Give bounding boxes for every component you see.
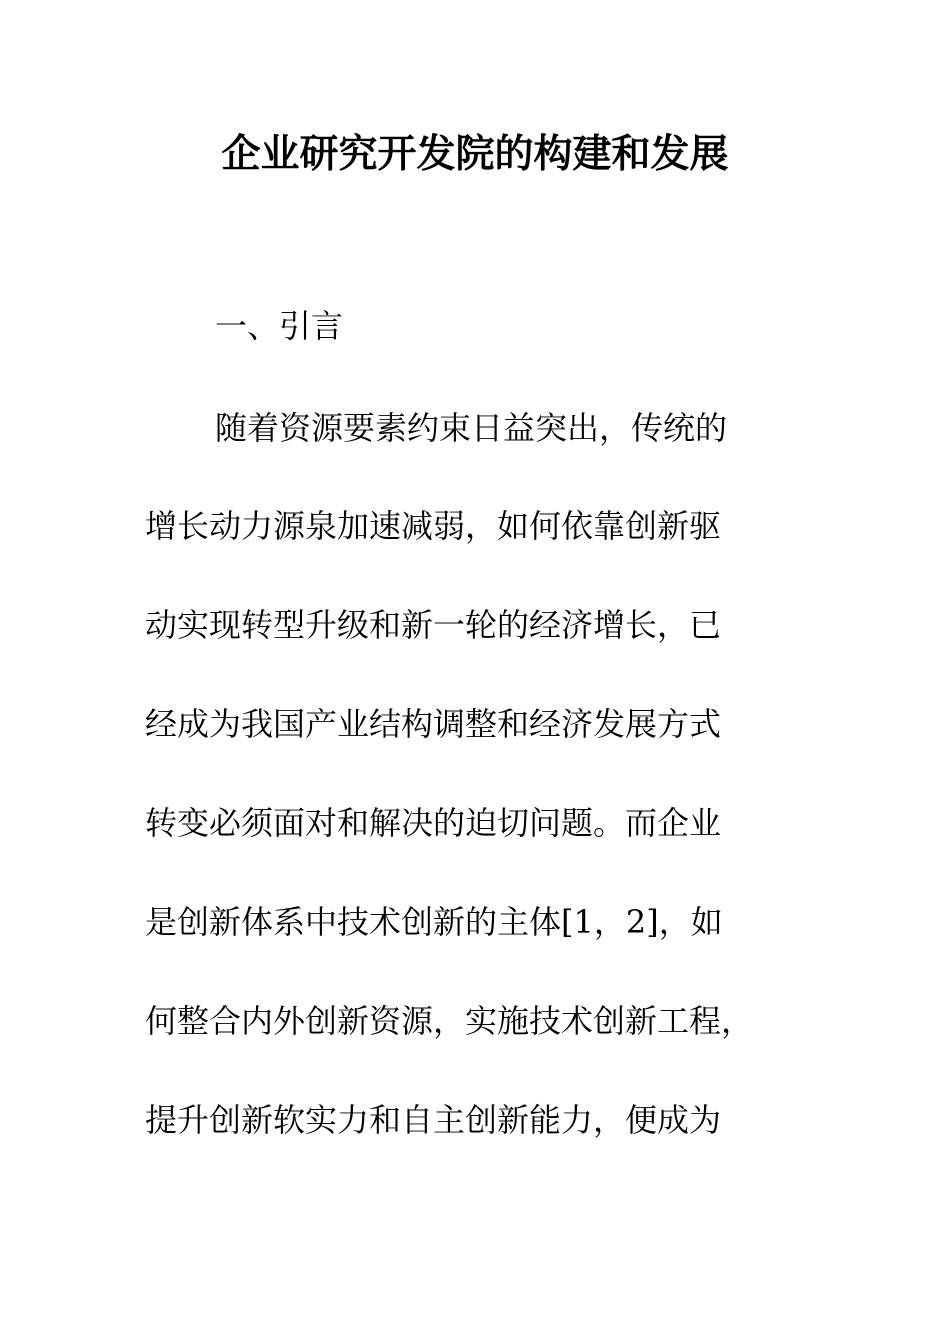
section-heading: 一、引言 [215,307,344,345]
paragraph-line: 何整合内外创新资源，实施技术创新工程， [145,1002,754,1040]
paragraph-line: 随着资源要素约束日益突出，传统的 [215,409,728,447]
paragraph-line: 动实现转型升级和新一轮的经济增长，已 [145,606,722,644]
paragraph-line: 增长动力源泉加速减弱，如何依靠创新驱 [145,507,722,545]
paragraph-line: 提升创新软实力和自主创新能力，便成为 [145,1101,722,1139]
paragraph-line: 经成为我国产业结构调整和经济发展方式 [145,705,722,743]
paragraph-line: 转变必须面对和解决的迫切问题。而企业 [145,804,722,842]
paragraph-line: 是创新体系中技术创新的主体[1，2]，如 [145,903,723,941]
document-title: 企业研究开发院的构建和发展 [221,131,729,177]
